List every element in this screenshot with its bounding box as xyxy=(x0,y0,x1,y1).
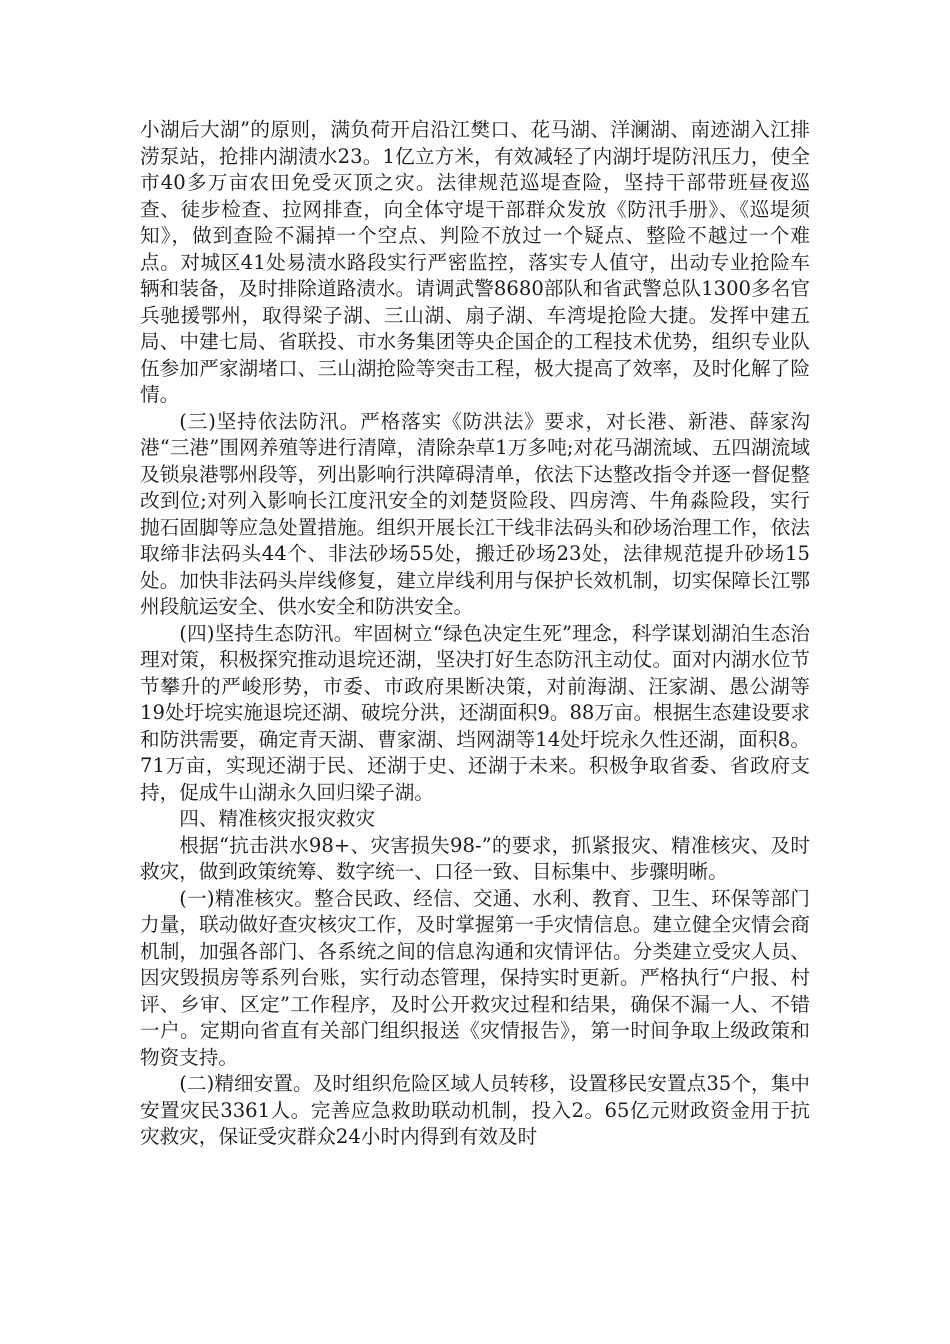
paragraph-precise-verification: (一)精准核灾。整合民政、经信、交通、水利、教育、卫生、环保等部门力量，联动做好查灾核灾工作，及时掌握第一手灾情信息。建立健全灾情会商机制，加强各部门、各系统之间的信息沟通和灾情评估。分类建立受灾人员、因灾毁损房等系列台账，实行动态管理，保持实时更新。严格执行“户报、村评、乡审、区定”工作程序，及时公开救灾过程和结果，确保不漏一人、不错一户。定期向省直有关部门组织报送《灾情报告》，第一时间争取上级政策和物资支持。 xyxy=(140,886,810,1069)
paragraph-relief-principles: 根据“抗击洪水98+、灾害损失98-”的要求，抓紧报灾、精准核灾、及时救灾，做到政策统筹、数字统一、口径一致、目标集中、步骤明晰。 xyxy=(140,833,810,883)
paragraph-resettlement: (二)精细安置。及时组织危险区域人员转移，设置移民安置点35个，集中安置灾民3361人。完善应急救助联动机制，投入2。65亿元财政资金用于抗灾救灾，保证受灾群众24小时内得到有效及时 xyxy=(140,1072,810,1148)
document-body xyxy=(140,117,810,1151)
paragraph-continuation: 小湖后大湖”的原则，满负荷开启沿江樊口、花马湖、洋澜湖、南迹湖入江排涝泵站，抢排内湖渍水23。1亿立方米，有效减轻了内湖圩堤防汛压力，使全市40多万亩农田免受灭顶之灾。法律规范巡堤查险，坚持干部带班昼夜巡查、徒步检查、拉网排查，向全体守堤干部群众发放《防汛手册》、《巡堤须知》，做到查险不漏掉一个空点、判险不放过一个疑点、整险不越过一个难点。对城区41处易渍水路段实行严密监控，落实专人值守，出动专业抢险车辆和装备，及时排除道路渍水。请调武警8680部队和省武警总队1300多名官兵驰援鄂州，取得梁子湖、三山湖、扇子湖、车湾堤抢险大捷。发挥中建五局、中建七局、省联投、市水务集团等央企国企的工程技术优势，组织专业队伍参加严家湖堵口、三山湖抢险等突击工程，极大提高了效率，及时化解了险情。 xyxy=(140,118,810,406)
paragraph-ecological-flood-control: (四)坚持生态防汛。牢固树立“绿色决定生死”理念，科学谋划湖泊生态治理对策，积极探究推动退垸还湖，坚决打好生态防汛主动仗。面对内湖水位节节攀升的严峻形势，市委、市政府果断决策，对前海湖、汪家湖、愚公湖等19处圩垸实施退垸还湖、破垸分洪，还湖面积9。88万亩。根据生态建设要求和防洪需要，确定青天湖、曹家湖、垱网湖等14处圩垸永久性还湖，面积8。71万亩，实现还湖于民、还湖于史、还湖于未来。积极争取省委、省政府支持，促成牛山湖永久回归梁子湖。 xyxy=(140,621,810,804)
section-heading-disaster-relief: 四、精准核灾报灾救灾 xyxy=(179,807,376,830)
paragraph-lawful-flood-control: (三)坚持依法防汛。严格落实《防洪法》要求，对长港、新港、薛家沟港“三港”围网养殖等进行清障，清除杂草1万多吨;对花马湖流域、五四湖流域及锁泉港鄂州段等，列出影响行洪障碍清单，依法下达整改指令并逐一督促整改到位;对列入影响长江度汛安全的刘楚贤险段、四房湾、牛角淼险段，实行抛石固脚等应急处置措施。组织开展长江干线非法码头和砂场治理工作，依法取缔非法码头44个、非法砂场55处，搬迁砂场23处，法律规范提升砂场15处。加快非法码头岸线修复，建立岸线利用与保护长效机制，切实保障长江鄂州段航运安全、供水安全和防洪安全。 xyxy=(140,409,810,618)
